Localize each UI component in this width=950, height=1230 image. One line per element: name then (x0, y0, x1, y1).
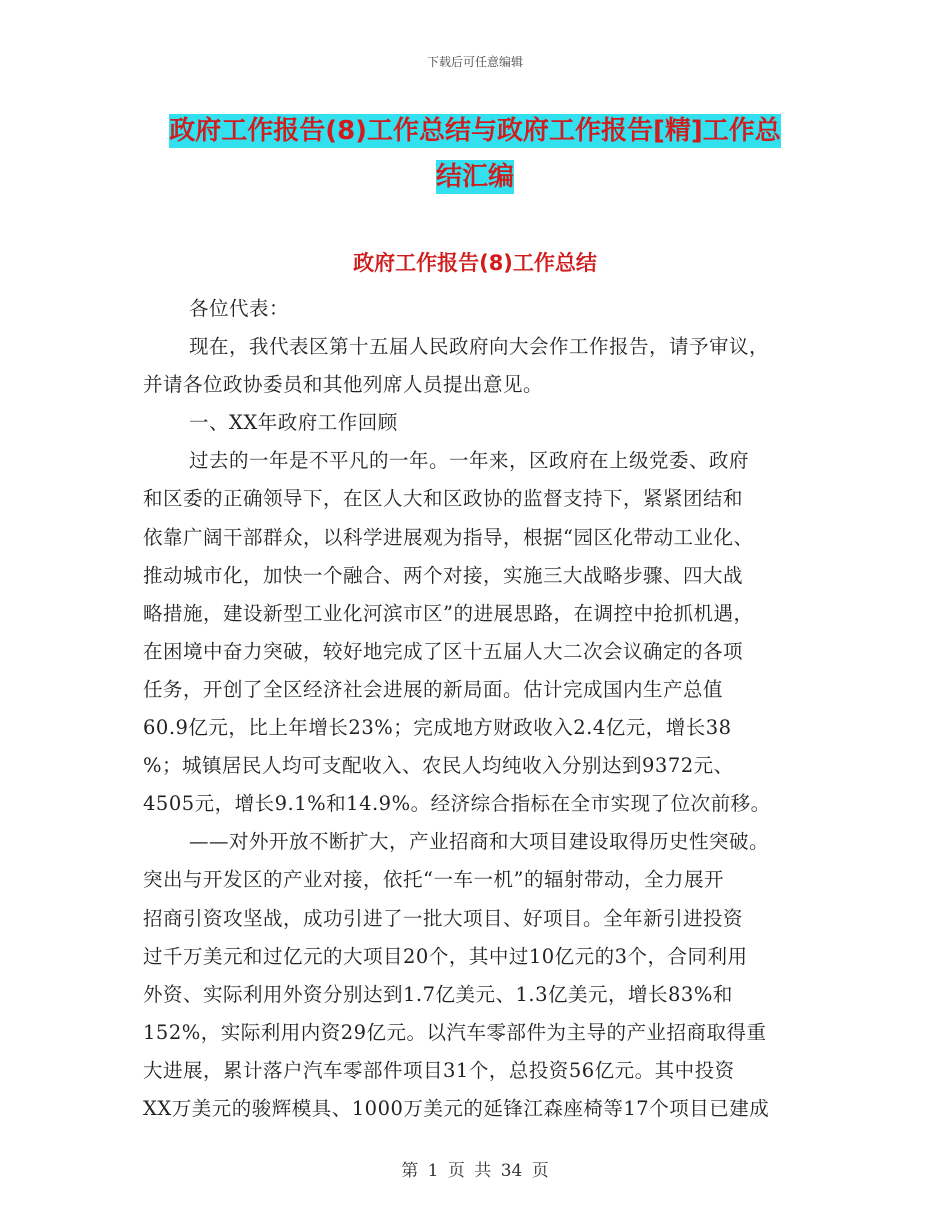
body-line: 60.9亿元，比上年增长23%；完成地方财政收入2.4亿元，增长38 (143, 716, 732, 740)
body-line: 现在，我代表区第十五届人民政府向大会作工作报告，请予审议， (189, 335, 770, 359)
page-footer: 第 1 页 共 34 页 (401, 1161, 549, 1181)
body-line: 过千万美元和过亿元的大项目20个，其中过10亿元的3个，合同利用 (143, 944, 748, 968)
document-body (143, 290, 808, 1128)
body-line: 152%，实际利用内资29亿元。以汽车零部件为主导的产业招商取得重 (143, 1020, 767, 1044)
body-line: 大进展，累计落户汽车零部件项目31个，总投资56亿元。其中投资 (143, 1058, 735, 1082)
body-line: 过去的一年是不平凡的一年。一年来，区政府在上级党委、政府 (189, 449, 750, 473)
body-line: %；城镇居民人均可支配收入、农民人均纯收入分别达到9372元、 (143, 754, 734, 778)
body-line: 在困境中奋力突破，较好地完成了区十五届人大二次会议确定的各项 (143, 639, 744, 663)
document-title-line-2: 结汇编 (435, 162, 514, 192)
body-line: 外资、实际利用外资分别达到1.7亿美元、1.3亿美元，增长83%和 (143, 982, 733, 1006)
document-title (0, 108, 950, 200)
body-line: ——对外开放不断扩大，产业招商和大项目建设取得历史性突破。 (189, 830, 770, 854)
body-line: 推动城市化，加快一个融合、两个对接，实施三大战略步骤、四大战 (143, 563, 744, 587)
body-line: 任务，开创了全区经济社会进展的新局面。估计完成国内生产总值 (143, 677, 724, 701)
body-line: 略措施，建设新型工业化河滨市区”的进展思路，在调控中抢抓机遇， (143, 601, 754, 625)
body-line: 各位代表： (189, 297, 290, 320)
body-line: 并请各位政协委员和其他列席人员提出意见。 (143, 373, 544, 397)
body-line: XX万美元的骏辉模具、1000万美元的延锋江森座椅等17个项目已建成 (143, 1096, 770, 1120)
section-title: 政府工作报告(8)工作总结 (353, 251, 597, 275)
page-header-note: 下载后可任意编辑 (426, 55, 523, 69)
body-line: 依靠广阔干部群众，以科学进展观为指导，根据“园区化带动工业化、 (143, 525, 754, 549)
body-line: 一、XX年政府工作回顾 (189, 411, 398, 435)
body-line: 招商引资攻坚战，成功引进了一批大项目、好项目。全年新引进投资 (143, 906, 744, 930)
body-line: 和区委的正确领导下，在区人大和区政协的监督支持下，紧紧团结和 (143, 487, 744, 511)
document-title-line-1: 政府工作报告(8)工作总结与政府工作报告[精]工作总 (169, 116, 781, 146)
body-line: 突出与开发区的产业对接，依托“一车一机”的辐射带动，全力展开 (143, 868, 724, 892)
body-line: 4505元，增长9.1%和14.9%。经济综合指标在全市实现了位次前移。 (143, 792, 771, 816)
